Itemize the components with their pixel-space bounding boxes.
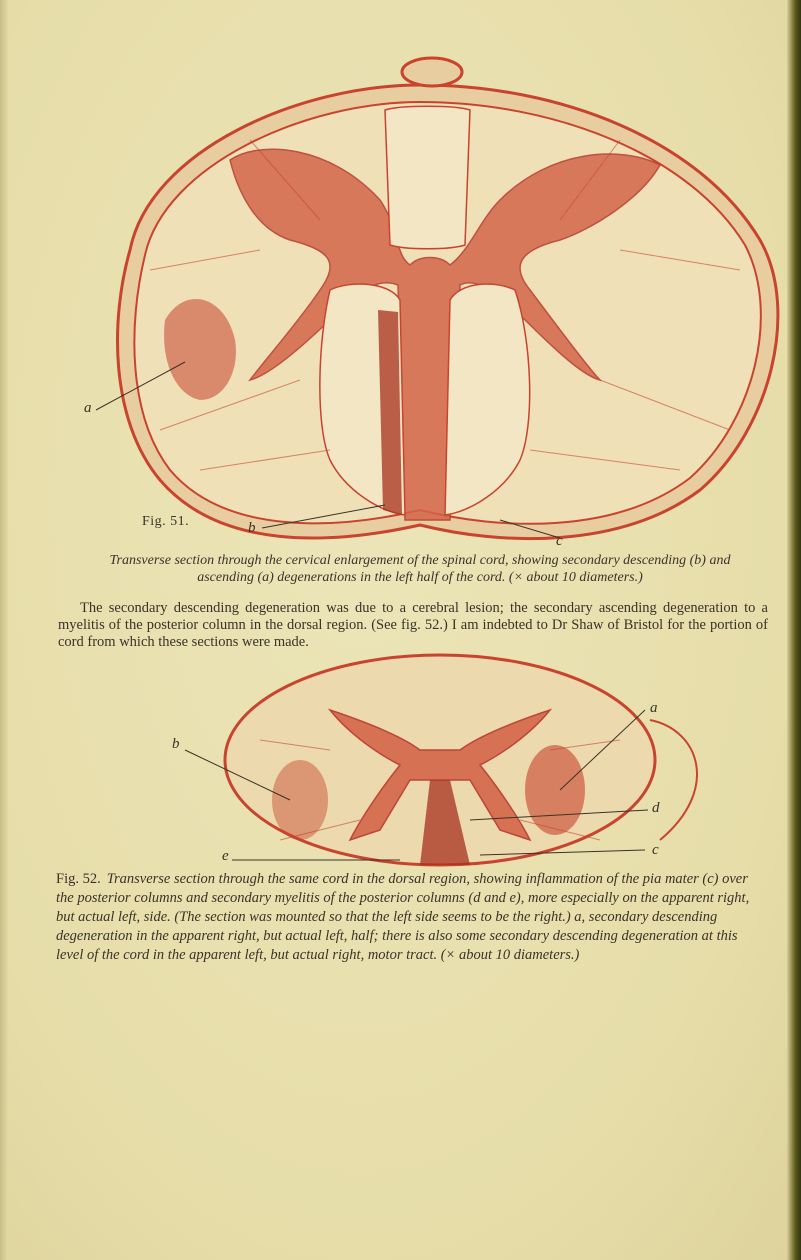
figure-51-illustration xyxy=(0,50,801,555)
anterior-vessel xyxy=(402,58,462,86)
body-paragraph: The secondary descending degeneration was due to a cerebral lesion; the secondary ascending degeneration to a myelitis of the posterior column in the dorsal region. (See fig. 52.) I am indebted to Dr Shaw of Bristol for the portion of cord from which these sections were made. xyxy=(58,600,768,650)
figure-51-label: Fig. 51. xyxy=(142,514,190,529)
figure-52-letter-a: a xyxy=(650,700,658,716)
figure-52-letter-b: b xyxy=(172,736,180,752)
figure-52-label: Fig. 52. xyxy=(56,871,101,887)
dorsal-cord xyxy=(225,655,697,865)
figure-51-letter-a: a xyxy=(84,400,92,416)
figure-51-caption: Transverse section through the cervical enlargement of the spinal cord, showing secondary descending (b) and ascending (a) degenerations in the left half of the cord. (× about 10 diameters.) xyxy=(109,553,731,585)
figure-52-letter-e: e xyxy=(222,848,229,864)
figure-52-illustration xyxy=(0,650,801,870)
figure-51-letter-c: c xyxy=(556,533,563,549)
figure-52-caption-text: Transverse section through the same cord in the dorsal region, showing inflammation of the pia mater (c) over the posterior columns and secondary myelitis of the posterior columns (d and e), more especially on the apparent right, but actual left, side. (The section was mounted so that the left side seems to be the right.) a, secondary descending degeneration in the apparent right, but actual left, half; there is also some secondary descending degeneration at this level of the cord in the apparent left, but actual right, motor tract. (× about 10 diameters.) xyxy=(56,871,750,963)
figure-52-caption xyxy=(56,870,768,965)
figure-51-letter-b: b xyxy=(248,520,256,536)
figure-52-letter-c: c xyxy=(652,842,659,858)
figure-52-letter-d: d xyxy=(652,800,660,816)
